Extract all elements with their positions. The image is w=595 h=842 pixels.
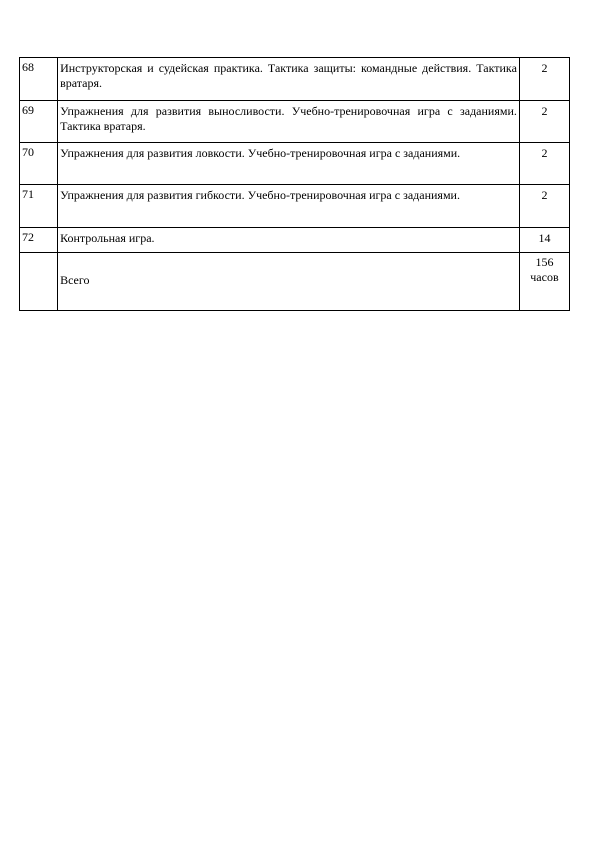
table-row <box>20 228 570 253</box>
lesson-topic: Инструкторская и судейская практика. Тактика защиты: командные действия. Тактика вратаря. <box>58 58 520 101</box>
total-number-cell <box>20 253 58 311</box>
table-row <box>20 58 570 101</box>
lesson-number: 72 <box>20 228 58 253</box>
table-row <box>20 143 570 185</box>
lesson-number: 70 <box>20 143 58 185</box>
lesson-hours: 2 <box>519 143 569 185</box>
total-hours-unit: часов <box>530 270 559 284</box>
total-row <box>20 253 570 311</box>
total-hours-cell <box>519 253 569 311</box>
total-label: Всего <box>58 253 520 311</box>
total-hours-value: 156 <box>535 255 554 269</box>
lesson-topic: Упражнения для развития выносливости. Учебно-тренировочная игра с заданиями. Тактика вратаря. <box>58 101 520 143</box>
lesson-number: 68 <box>20 58 58 101</box>
lesson-hours: 14 <box>519 228 569 253</box>
curriculum-table <box>19 57 570 311</box>
lesson-topic: Упражнения для развития ловкости. Учебно-тренировочная игра с заданиями. <box>58 143 520 185</box>
lesson-hours: 2 <box>519 58 569 101</box>
table-row <box>20 185 570 228</box>
lesson-number: 71 <box>20 185 58 228</box>
lesson-topic: Упражнения для развития гибкости. Учебно-тренировочная игра с заданиями. <box>58 185 520 228</box>
lesson-hours: 2 <box>519 101 569 143</box>
lesson-hours: 2 <box>519 185 569 228</box>
table-row <box>20 101 570 143</box>
lesson-topic: Контрольная игра. <box>58 228 520 253</box>
lesson-number: 69 <box>20 101 58 143</box>
